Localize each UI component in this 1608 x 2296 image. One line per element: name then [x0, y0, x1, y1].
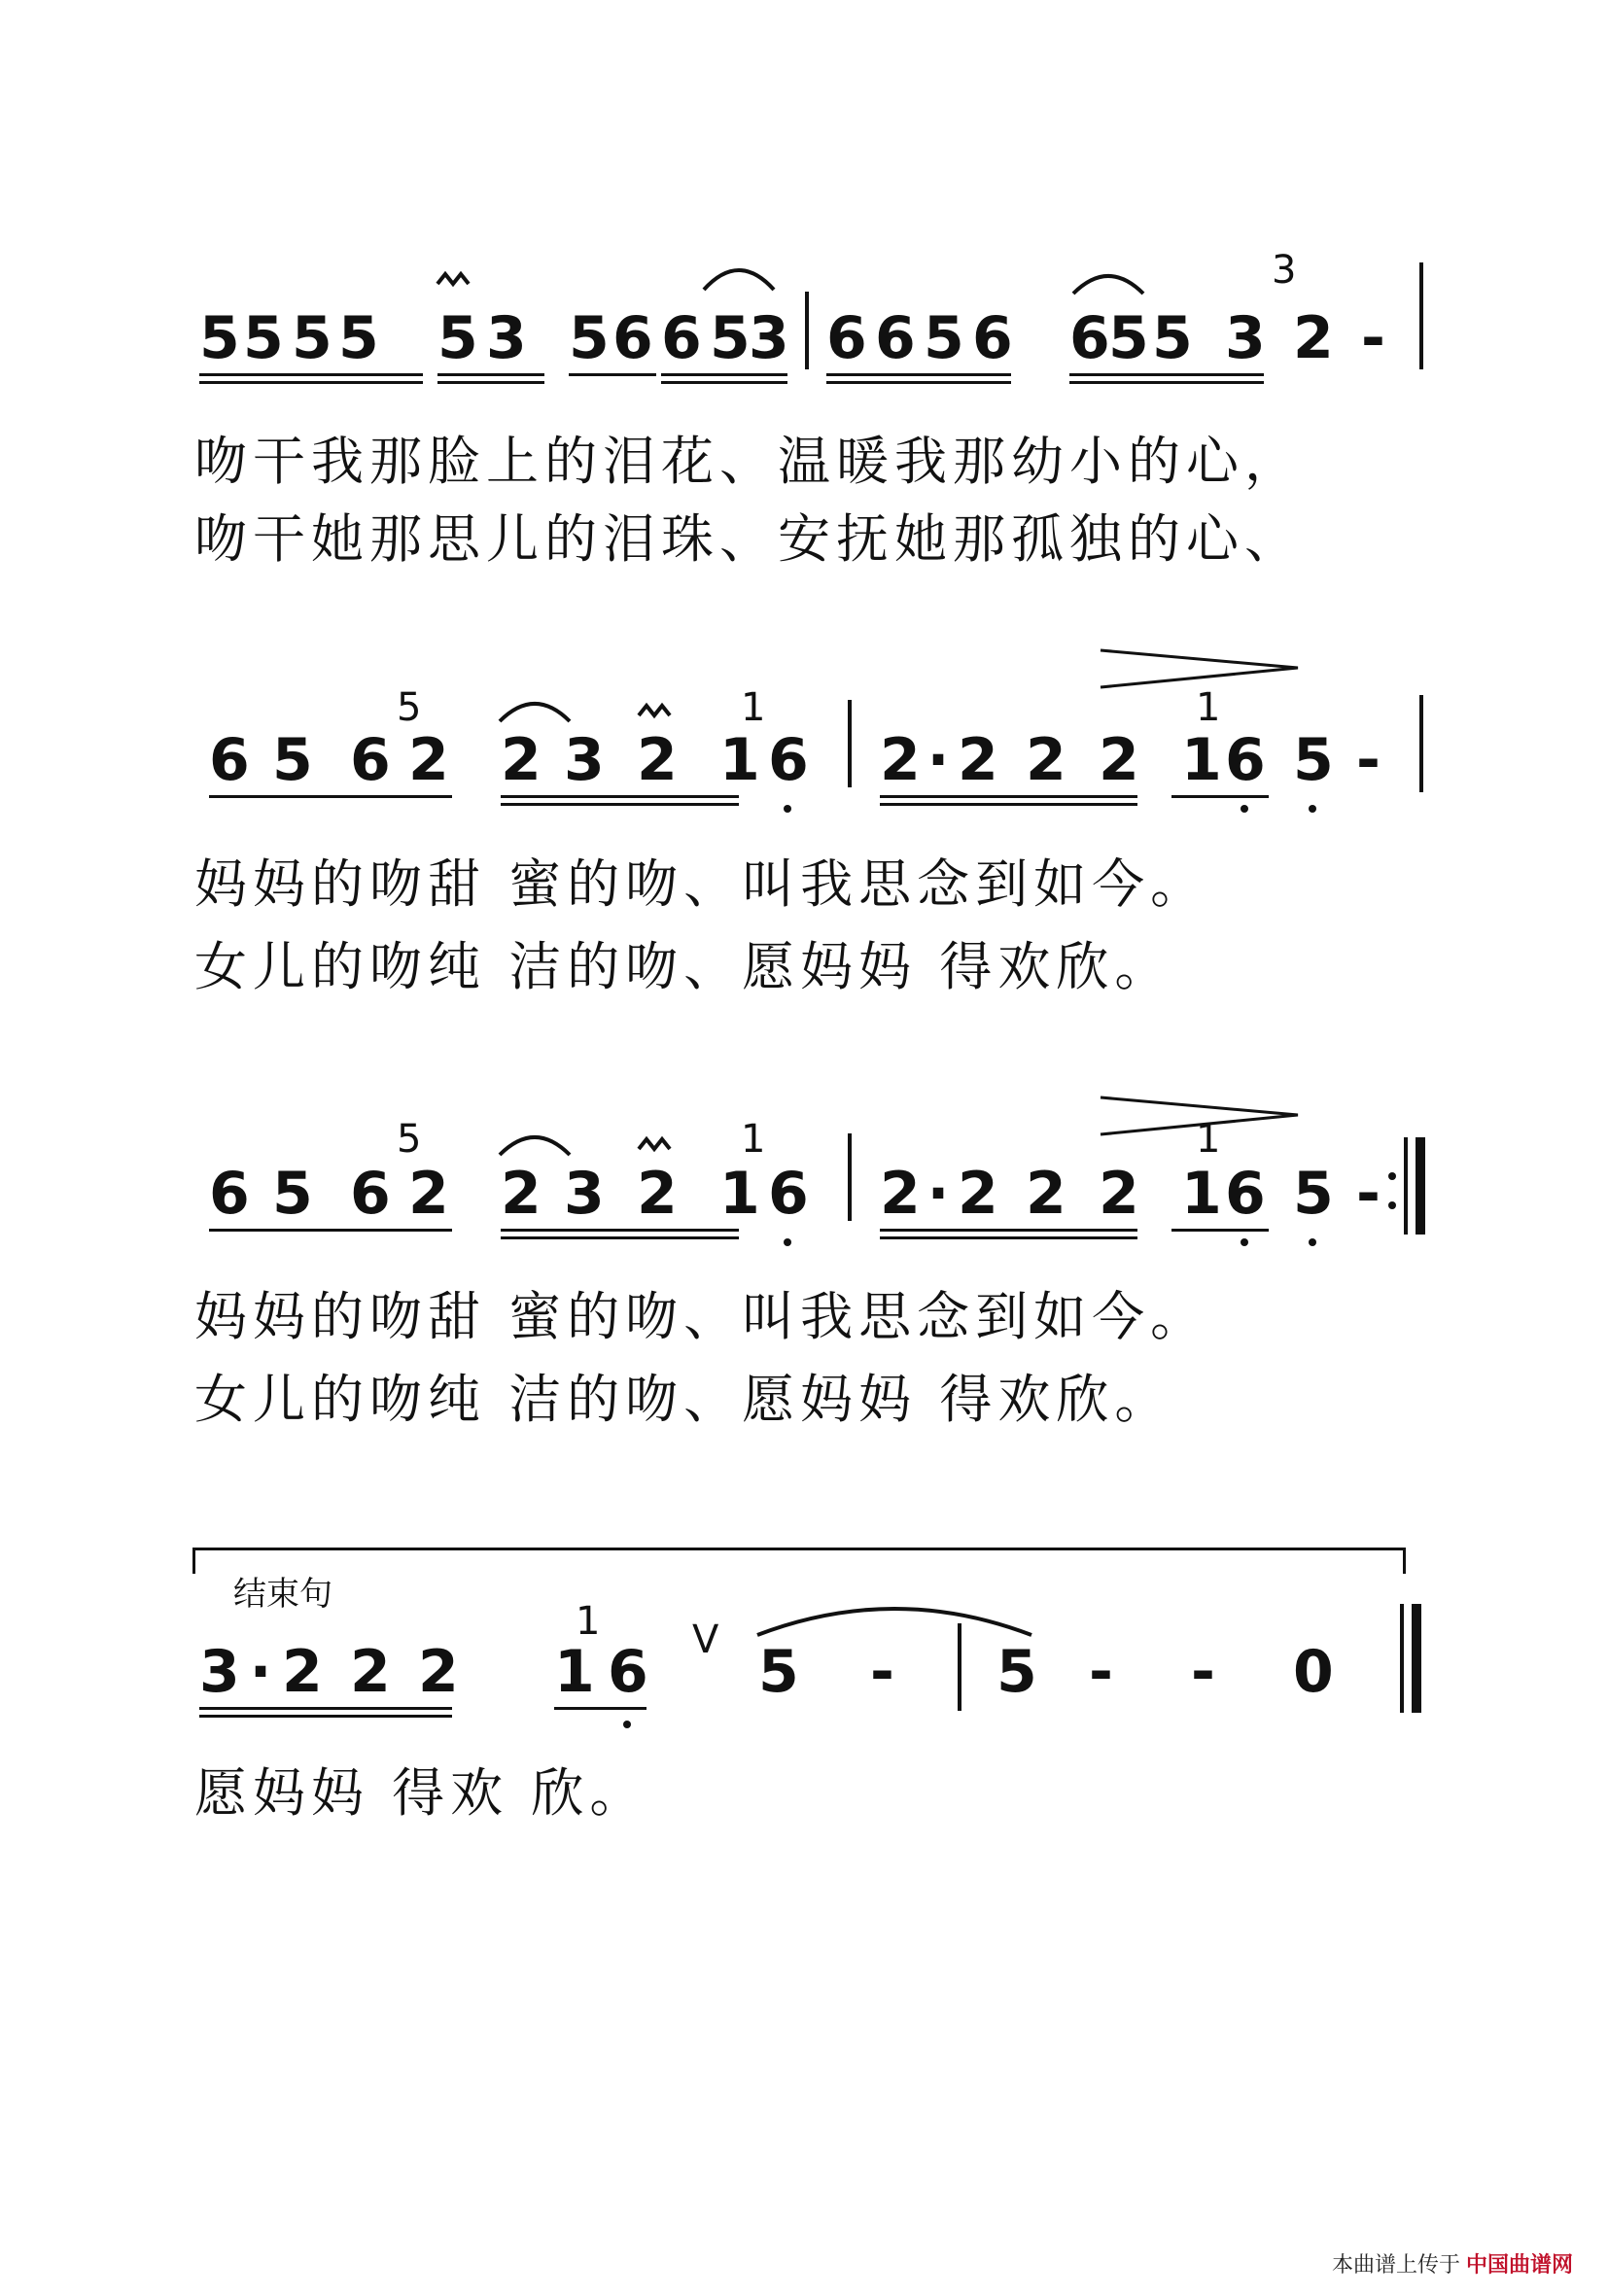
- lyric-line: 吻干我那脸上的泪花、温暖我那幼小的心，: [194, 431, 1303, 492]
- dash: -: [1089, 1638, 1113, 1706]
- grace-note: 3: [1272, 248, 1297, 293]
- barline: [805, 292, 809, 369]
- note: 5: [569, 304, 610, 372]
- beam-line: [661, 373, 787, 376]
- note: 3: [564, 726, 605, 794]
- beam-line: [880, 795, 1137, 798]
- lyric-line: 愿妈妈 得欢 欣。: [194, 1762, 648, 1824]
- note: 5: [272, 726, 313, 794]
- note: 2: [1293, 304, 1334, 372]
- note: 5: [1152, 304, 1193, 372]
- beam-line: [826, 381, 1011, 384]
- note: 3: [486, 304, 527, 372]
- lower-octave-dot: [1241, 805, 1248, 813]
- tie-arc: [700, 255, 778, 294]
- note: 0: [1293, 1638, 1334, 1706]
- note: 6: [1069, 304, 1110, 372]
- site-logo[interactable]: 中国曲谱网: [1465, 2253, 1573, 2278]
- lyric-line: 妈妈的吻甜 蜜的吻、叫我思念到如今。: [194, 853, 1209, 915]
- note: 5: [710, 304, 751, 372]
- repeat-dot: [1388, 1201, 1396, 1209]
- footer-watermark: [1332, 2248, 1573, 2279]
- dash: -: [1356, 726, 1381, 794]
- note: 5: [758, 1638, 799, 1706]
- note: 2: [637, 726, 678, 794]
- lower-octave-dot: [1241, 1238, 1248, 1246]
- note: 1: [1181, 1160, 1222, 1228]
- barline: [1400, 1604, 1404, 1713]
- beam-line: [501, 1236, 739, 1239]
- beam-line: [437, 381, 544, 384]
- note: 5: [199, 304, 240, 372]
- note: 6: [1225, 1160, 1266, 1228]
- barline: [1419, 695, 1423, 792]
- barline: [848, 700, 852, 787]
- note: 2: [408, 1160, 449, 1228]
- dash: -: [1356, 1160, 1381, 1228]
- grace-note: 1: [1196, 1117, 1221, 1162]
- note: 6: [608, 1638, 648, 1706]
- note: 5: [243, 304, 284, 372]
- lower-octave-dot: [784, 805, 791, 813]
- note: 1: [719, 726, 760, 794]
- note: 6: [826, 304, 867, 372]
- note: 2: [1099, 1160, 1139, 1228]
- note: 6: [768, 1160, 809, 1228]
- note: 2: [282, 1638, 323, 1706]
- barline: [1404, 1137, 1408, 1235]
- lyric-line: 妈妈的吻甜 蜜的吻、叫我思念到如今。: [194, 1286, 1209, 1347]
- mordent-mark: [436, 270, 474, 290]
- barline: [848, 1133, 852, 1221]
- note: 1: [1181, 726, 1222, 794]
- note: 5: [338, 304, 379, 372]
- note: 5: [272, 1160, 313, 1228]
- beam-line: [501, 1229, 739, 1232]
- lyric-line: 吻干她那思儿的泪珠、安抚她那孤独的心、: [194, 508, 1303, 570]
- beam-line: [1069, 381, 1264, 384]
- note: 6: [661, 304, 702, 372]
- note: 6: [972, 304, 1013, 372]
- note: 5: [1293, 1160, 1334, 1228]
- note: 5: [924, 304, 964, 372]
- beam-line: [569, 373, 656, 376]
- note: 5: [437, 304, 478, 372]
- coda-label: 结束句: [233, 1575, 332, 1614]
- note: 1: [719, 1160, 760, 1228]
- lyric-line: 女儿的吻纯 洁的吻、愿妈妈 得欢欣。: [194, 936, 1173, 997]
- grace-note: 1: [1196, 685, 1221, 730]
- note: 2: [637, 1160, 678, 1228]
- beam-line: [199, 1715, 452, 1718]
- note: 6: [875, 304, 916, 372]
- note: 5: [292, 304, 332, 372]
- beam-line: [501, 795, 739, 798]
- note: 2: [880, 1160, 921, 1228]
- note: 2: [1026, 1160, 1066, 1228]
- grace-note: 5: [397, 685, 422, 730]
- note: 2: [501, 726, 542, 794]
- beam-line: [1171, 1229, 1269, 1232]
- coda-bracket: [192, 1548, 1406, 1574]
- beam-line: [880, 1229, 1137, 1232]
- beam-line: [209, 1229, 452, 1232]
- note: 5: [1108, 304, 1149, 372]
- repeat-dot: [1388, 1172, 1396, 1180]
- dash: -: [870, 1638, 894, 1706]
- tie-arc: [1069, 262, 1147, 297]
- lower-octave-dot: [784, 1238, 791, 1246]
- note: 6: [209, 726, 250, 794]
- note: 1: [554, 1638, 595, 1706]
- beam-line: [880, 1236, 1137, 1239]
- note: 2: [1026, 726, 1066, 794]
- note: 5: [996, 1638, 1037, 1706]
- grace-note: 1: [741, 685, 766, 730]
- lower-octave-dot: [1309, 1238, 1316, 1246]
- beam-line: [501, 803, 739, 806]
- dash: -: [1361, 304, 1385, 372]
- mordent-mark: [637, 702, 676, 721]
- mordent-mark: [637, 1135, 676, 1155]
- barline: [1419, 262, 1423, 369]
- note: 2: [501, 1160, 542, 1228]
- note: 6: [1225, 726, 1266, 794]
- tie-arc: [753, 1590, 1035, 1639]
- note: 6: [209, 1160, 250, 1228]
- note: 2: [958, 1160, 998, 1228]
- beam-line: [209, 795, 452, 798]
- beam-line: [554, 1707, 647, 1710]
- note: ·: [926, 1160, 950, 1228]
- note: 2: [880, 726, 921, 794]
- grace-note: 1: [576, 1599, 601, 1644]
- tie-arc: [496, 1124, 574, 1159]
- beam-line: [826, 373, 1011, 376]
- lower-octave-dot: [623, 1721, 631, 1728]
- beam-line: [199, 381, 423, 384]
- lyric-line: 女儿的吻纯 洁的吻、愿妈妈 得欢欣。: [194, 1369, 1173, 1430]
- tie-arc: [496, 690, 574, 725]
- note: 3: [749, 304, 789, 372]
- note: 6: [350, 726, 391, 794]
- note: 6: [350, 1160, 391, 1228]
- note: 5: [1293, 726, 1334, 794]
- note: 3: [199, 1638, 240, 1706]
- note: ·: [249, 1638, 272, 1706]
- beam-line: [880, 803, 1137, 806]
- dash: -: [1191, 1638, 1215, 1706]
- barline: [958, 1623, 961, 1711]
- grace-note: 5: [397, 1117, 422, 1162]
- footer-upload-text: 本曲谱上传于: [1331, 2253, 1460, 2278]
- note: 2: [408, 726, 449, 794]
- note: 6: [768, 726, 809, 794]
- note: 2: [958, 726, 998, 794]
- barline: [1416, 1137, 1425, 1235]
- beam-line: [661, 381, 787, 384]
- barline: [1412, 1604, 1421, 1713]
- breath-mark: V: [692, 1618, 719, 1662]
- note: 2: [418, 1638, 459, 1706]
- grace-note: 1: [741, 1117, 766, 1162]
- beam-line: [199, 1707, 452, 1710]
- note: 6: [612, 304, 653, 372]
- note: 2: [350, 1638, 391, 1706]
- beam-line: [1171, 795, 1269, 798]
- beam-line: [1069, 373, 1264, 376]
- note: 3: [1225, 304, 1266, 372]
- note: ·: [926, 726, 950, 794]
- beam-line: [199, 373, 423, 376]
- lower-octave-dot: [1309, 805, 1316, 813]
- note: 2: [1099, 726, 1139, 794]
- beam-line: [437, 373, 544, 376]
- note: 3: [564, 1160, 605, 1228]
